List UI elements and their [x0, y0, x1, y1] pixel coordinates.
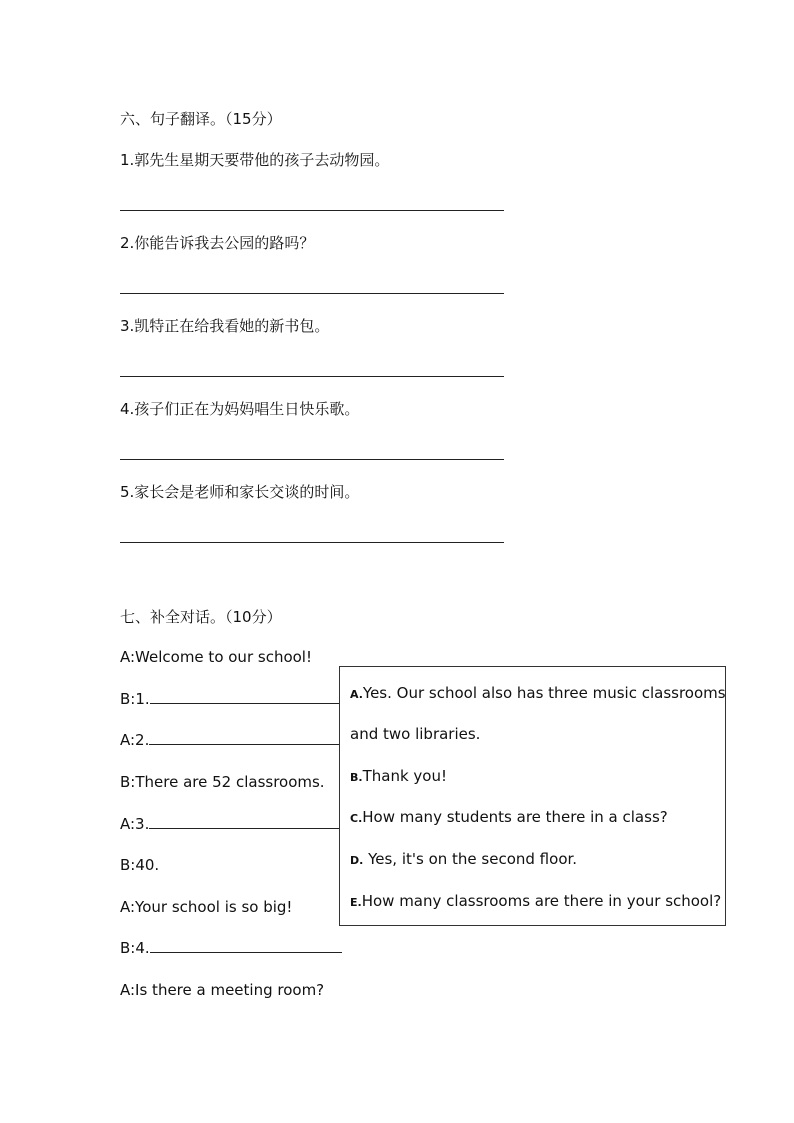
section6-heading: 六、句子翻译。（15分） [120, 110, 282, 128]
option-e-letter: E. [350, 896, 362, 909]
dialogue-blank-2[interactable] [149, 743, 341, 745]
option-e-text: How many classrooms are there in your school? [361, 892, 722, 910]
option-d-text: Yes, it's on the second floor. [363, 850, 578, 868]
option-c [350, 808, 668, 826]
option-c-text: How many students are there in a class? [362, 808, 668, 826]
dialogue-line-3-label: A:2. [120, 731, 150, 749]
option-b-letter: B. [350, 771, 363, 784]
dialogue-line-5-label: A:3. [120, 815, 150, 833]
translation-question-5: 5.家长会是老师和家长交谈的时间。 [120, 483, 360, 501]
dialogue-line-2-label: B:1. [120, 690, 150, 708]
answer-line-5[interactable] [120, 542, 504, 543]
translation-question-2: 2.你能告诉我去公园的路吗？ [120, 234, 315, 252]
dialogue-blank-4[interactable] [150, 951, 342, 953]
dialogue-line-2 [120, 690, 342, 708]
option-b-text: Thank you! [362, 767, 447, 785]
dialogue-line-8 [120, 939, 342, 957]
dialogue-line-9: A:Is there a meeting room? [120, 981, 325, 999]
option-a-letter: A. [350, 688, 363, 701]
translation-question-4: 4.孩子们正在为妈妈唱生日快乐歌。 [120, 400, 360, 418]
dialogue-line-3 [120, 731, 341, 749]
section7-heading: 七、补全对话。（10分） [120, 608, 282, 626]
option-a-continued [350, 725, 480, 743]
option-a-text: Yes. Our school also has three music classrooms [362, 684, 726, 702]
dialogue-line-5 [120, 815, 341, 833]
dialogue-line-8-label: B:4. [120, 939, 150, 957]
option-a [350, 684, 726, 702]
dialogue-line-1: A:Welcome to our school! [120, 648, 312, 666]
dialogue-blank-1[interactable] [150, 702, 342, 704]
option-d [350, 850, 577, 868]
dialogue-blank-3[interactable] [149, 827, 341, 829]
option-b [350, 767, 447, 785]
option-c-letter: C. [350, 812, 363, 825]
answer-line-1[interactable] [120, 210, 504, 211]
dialogue-line-6: B:40. [120, 856, 160, 874]
option-d-letter: D. [350, 854, 364, 867]
answer-line-3[interactable] [120, 376, 504, 377]
options-box [339, 666, 726, 926]
dialogue-line-7: A:Your school is so big! [120, 898, 293, 916]
answer-line-4[interactable] [120, 459, 504, 460]
answer-line-2[interactable] [120, 293, 504, 294]
option-e [350, 892, 721, 910]
option-a-text-continued: and two libraries. [350, 725, 481, 743]
translation-question-3: 3.凯特正在给我看她的新书包。 [120, 317, 330, 335]
dialogue-line-4: B:There are 52 classrooms. [120, 773, 325, 791]
translation-question-1: 1.郭先生星期天要带他的孩子去动物园。 [120, 151, 390, 169]
